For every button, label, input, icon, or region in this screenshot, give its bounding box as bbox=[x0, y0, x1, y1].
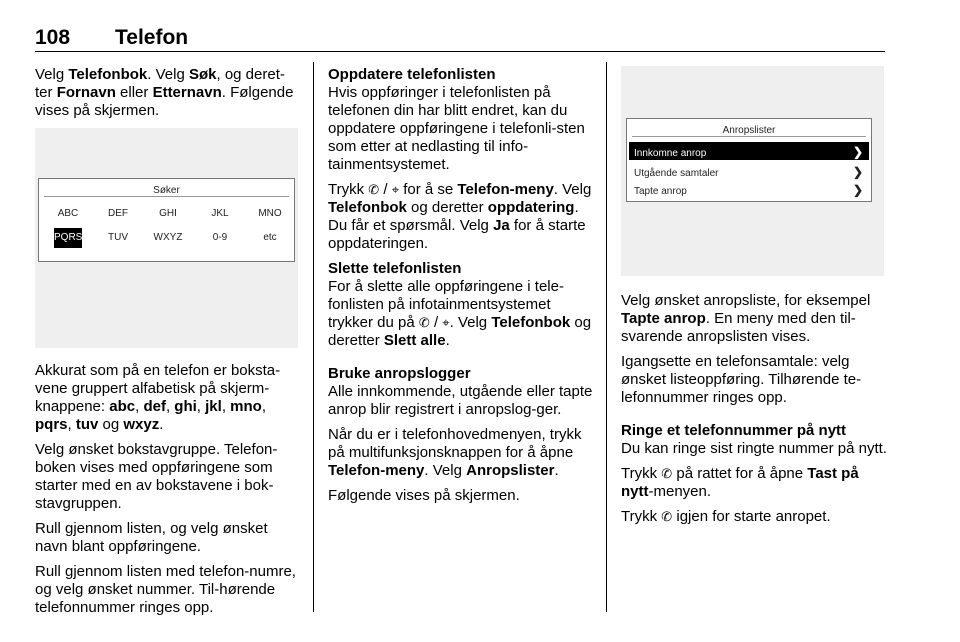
phone-icon: ✆ bbox=[418, 315, 430, 330]
list-item: Tapte anrop ❯ bbox=[634, 183, 863, 197]
list-item: Utgående samtaler ❯ bbox=[634, 165, 863, 179]
chevron-right-icon: ❯ bbox=[852, 183, 863, 197]
column-divider bbox=[606, 62, 607, 612]
column-3 bbox=[621, 66, 887, 533]
phone-icon: ✆ bbox=[661, 509, 673, 524]
letter-key: etc bbox=[263, 232, 277, 243]
call-list-panel bbox=[626, 118, 872, 202]
paragraph: Trykk ✆ på rattet for å åpne Tast på nytt-menyen. bbox=[621, 465, 859, 500]
paragraph: Følgende vises på skjermen. bbox=[328, 487, 520, 504]
section-heading: Ringe et telefonnummer på nytt bbox=[621, 422, 847, 439]
phone-icon: ✆ bbox=[661, 466, 673, 481]
paragraph: Velg ønsket bokstavgruppe. Telefon-boken vises med oppføringene som starter med en av bokstavene i bok-stavgruppen. bbox=[35, 441, 278, 512]
letter-key: ABC bbox=[57, 208, 79, 219]
letter-key-selected: PQRS bbox=[54, 228, 82, 248]
paragraph: Rull gjennom listen, og velg ønsket navn blant oppføringene. bbox=[35, 520, 268, 555]
chevron-right-icon: ❯ bbox=[852, 165, 863, 179]
phone-hangup-icon: ⌖ bbox=[391, 182, 400, 197]
list-item-selected: Innkomne anrop ❯ bbox=[629, 142, 869, 160]
page-title: Telefon bbox=[115, 26, 189, 49]
letter-key: TUV bbox=[108, 232, 128, 243]
section-heading: Oppdatere telefonlisten bbox=[328, 66, 496, 83]
letter-key: DEF bbox=[108, 208, 128, 219]
page-number: 108 bbox=[35, 26, 71, 49]
call-list-screen-image bbox=[621, 66, 884, 276]
letter-key: 0-9 bbox=[212, 232, 228, 243]
chevron-right-icon: ❯ bbox=[852, 145, 863, 159]
phone-icon: ✆ bbox=[368, 182, 380, 197]
search-screen-image bbox=[35, 128, 298, 348]
section-heading: Bruke anropslogger bbox=[328, 365, 471, 382]
column-divider bbox=[313, 62, 314, 612]
letter-key: WXYZ bbox=[153, 232, 183, 243]
header-rule bbox=[35, 51, 885, 52]
section-heading: Slette telefonlisten bbox=[328, 260, 462, 277]
letter-key: MNO bbox=[258, 208, 282, 219]
paragraph: For å slette alle oppføringene i tele-fonlisten på infotainmentsystemet trykker du på ✆ / ⌖. Velg Telefonbok og deretter Slett alle. bbox=[328, 278, 592, 349]
paragraph: Trykk ✆ igjen for starte anropet. bbox=[621, 508, 831, 525]
paragraph: Akkurat som på en telefon er boksta-vene gruppert alfabetisk på skjerm-knappene: abc, def, ghi, jkl, mno, pqrs, tuv og wxyz. bbox=[35, 362, 281, 433]
paragraph: Hvis oppføringer i telefonlisten på telefonen din har blitt endret, kan du oppdatere oppføringene i telefonli-sten som etter at nedlasting til info-tainmentsystemet. bbox=[328, 84, 585, 173]
paragraph: Du kan ringe sist ringte nummer på nytt. bbox=[621, 440, 887, 457]
paragraph: Velg ønsket anropsliste, for eksempel Tapte anrop. En meny med den til-svarende anropslisten vises. bbox=[621, 292, 871, 345]
screen-title: Søker bbox=[153, 185, 180, 196]
phone-hangup-icon: ⌖ bbox=[442, 315, 450, 330]
paragraph: Velg Telefonbok. Velg Søk, og deret-ter Fornavn eller Etternavn. Følgende vises på skjermen. bbox=[35, 66, 294, 119]
paragraph: Når du er i telefonhovedmenyen, trykk på multifunksjonsknappen for å åpne Telefon-meny. Velg Anropslister. bbox=[328, 426, 582, 479]
paragraph: Alle innkommende, utgående eller tapte anrop blir registrert i anropslog-ger. bbox=[328, 383, 593, 418]
paragraph: Rull gjennom listen med telefon-numre, og velg ønsket nummer. Til-hørende telefonnummer ringes opp. bbox=[35, 563, 296, 616]
screen-title: Anropslister bbox=[722, 125, 776, 136]
paragraph: Trykk ✆ / ⌖ for å se Telefon-meny. Velg Telefonbok og deretter oppdatering. Du får et spørsmål. Velg Ja for å starte oppdateringen. bbox=[328, 181, 592, 252]
column-2 bbox=[328, 66, 594, 512]
column-1 bbox=[35, 66, 300, 624]
search-panel bbox=[38, 178, 295, 262]
paragraph: Igangsette en telefonsamtale: velg ønsket listeoppføring. Tilhørende te-lefonnummer ringes opp. bbox=[621, 353, 862, 406]
letter-key: GHI bbox=[159, 208, 177, 219]
letter-key: JKL bbox=[211, 208, 229, 219]
